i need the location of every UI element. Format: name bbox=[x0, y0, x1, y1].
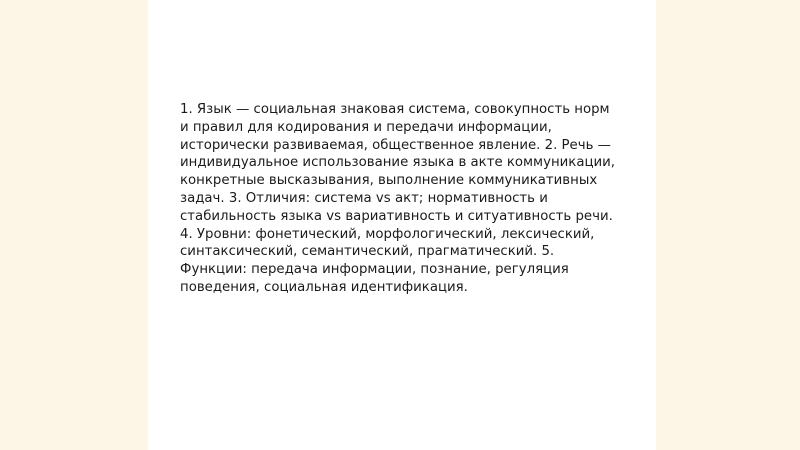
document-body-text: 1. Язык — социальная знаковая система, совокупность норм и правил для кодирования и передачи информации, исторически развиваемая, общественное явление. 2. Речь — индивидуальное использование языка в акте коммуникации, конкретные высказывания, выполнение коммуникативных задач. 3. Отличия: система vs акт; нормативность и стабильность языка vs вариативность и ситуативность речи. 4. Уровни: фонетический, морфологический, лексический, синтаксический, семантический, прагматический. 5. Функции: передача информации, познание, регуляция поведения, социальная идентификация. bbox=[180, 102, 616, 295]
document-page bbox=[148, 0, 656, 450]
